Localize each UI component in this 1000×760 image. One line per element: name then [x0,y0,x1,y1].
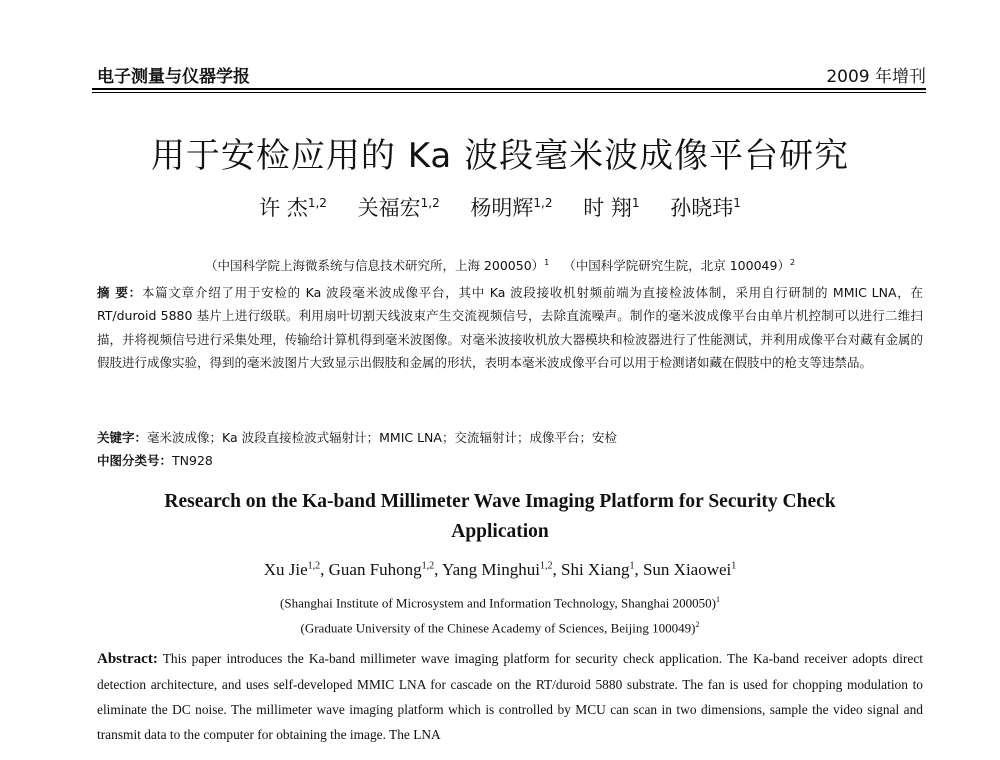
abstract-en-label: Abstract: [97,651,158,667]
title-chinese: 用于安检应用的 Ka 波段毫米波成像平台研究 [150,136,850,176]
keywords-chinese: 关键字：毫米波成像；Ka 波段直接检波式辐射计；MMIC LNA；交流辐射计；成像平台；安检 [97,430,617,445]
authors-chinese [0,192,1000,222]
author-cn: 许 杰$^{1,2}$ [259,196,327,220]
affiliation-chinese: （中国科学院上海微系统与信息技术研究所，上海 200050）$^1$ （中国科学院研究生院，北京 100049）$^2$ [204,257,796,273]
abstract-chinese [97,281,923,374]
title-english: Research on the Ka-band Millimeter Wave Imaging Platform for Security Check Application [164,491,836,542]
author-cn: 杨明辉$^{1,2}$ [470,196,553,220]
abstract-english [97,646,923,747]
affiliation-english-2: (Graduate University of the Chinese Academy of Sciences, Beijing 100049)$^2$ [300,620,700,636]
journal-name: 电子测量与仪器学报 [97,67,250,87]
author-cn: 关福宏$^{1,2}$ [357,196,440,220]
abstract-en-text: This paper introduces the Ka-band millimeter wave imaging platform for security check application. The Ka-band receiver adopts direct detection architecture, and uses self-developed MMIC LNA for cascade on the RT/duroid 5880 substrate. The fan is used for chopping modulation to eliminate the DC noise. The millimeter wave imaging platform which is controlled by MCU can scan in two dimensions, sample the video signal and transmit data to the computer for obtaining the image. The LNA [97,651,923,742]
header-rule-thin [92,92,926,93]
abstract-cn-label: 摘 要： [97,285,142,300]
author-cn: 时 翔$^1$ [583,196,640,220]
abstract-cn-text: 本篇文章介绍了用于安检的 Ka 波段毫米波成像平台，其中 Ka 波段接收机射频前端为直接检波体制，采用自行研制的 MMIC LNA，在 RT/duroid 5880 基片上进行级联。利用扇叶切割天线波束产生交流视频信号，去除直流噪声。制作的毫米波成像平台由单片机控制可以进行二维扫描，并将视频信号进行采集处理，传输给计算机得到毫米波图像。对毫米波接收机放大器模块和检波器进行了性能测试，并利用成像平台对藏有金属的假肢进行成像实验，得到的毫米波图片大致显示出假肢和金属的形状，表明本毫米波成像平台可以用于检测诸如藏在假肢中的枪支等违禁品。 [97,285,924,370]
author-cn: 孙晓玮$^1$ [670,196,741,220]
issue-label: 2009 年增刊 [826,67,926,87]
authors-english: Xu Jie$^{1,2}$, Guan Fuhong$^{1,2}$, Yang Minghui$^{1,2}$, Shi Xiang$^1$, Sun Xiaowei$^1$ [263,560,737,579]
header-rule-thick [92,88,926,90]
classification-number: 中图分类号：TN928 [97,453,213,468]
affiliation-english-1: (Shanghai Institute of Microsystem and Information Technology, Shanghai 200050)$^1$ [280,595,720,611]
